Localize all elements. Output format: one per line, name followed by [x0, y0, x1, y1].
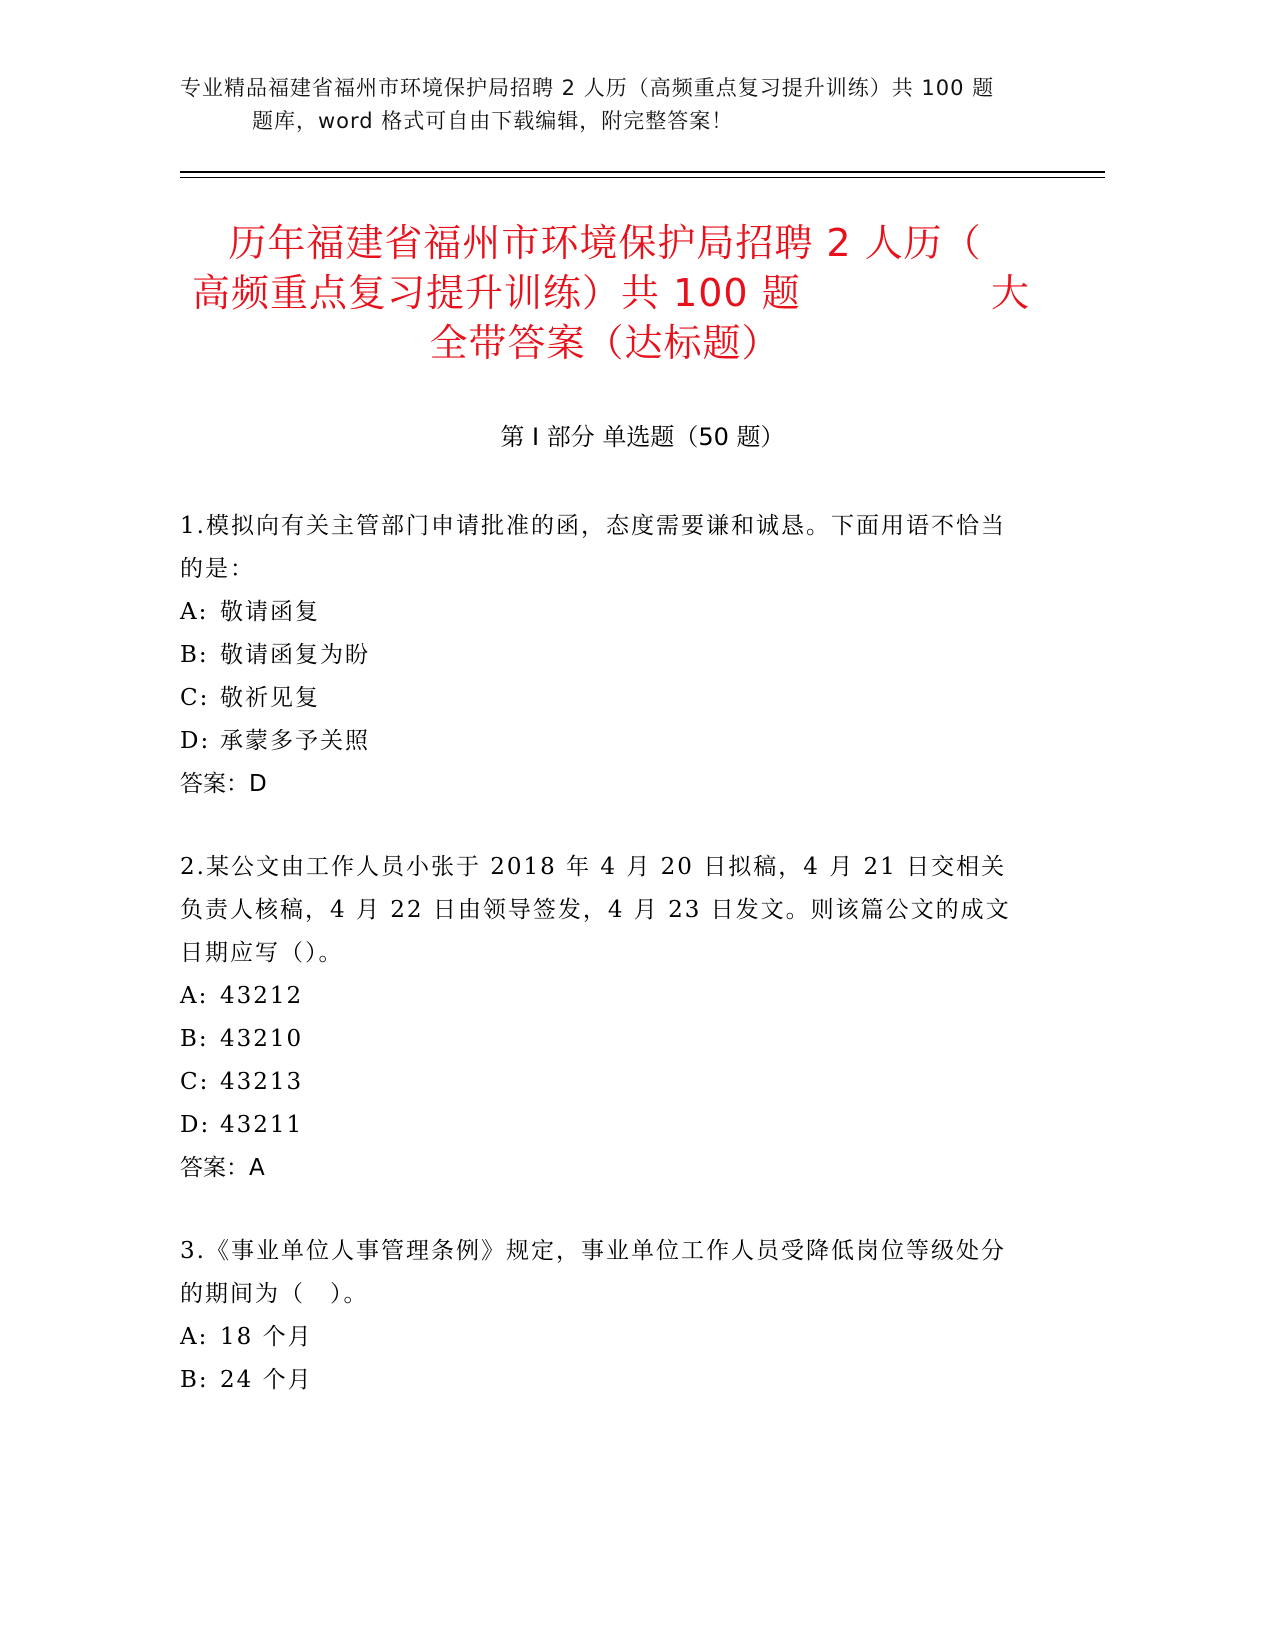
header-note-line2: 题库，word 格式可自由下载编辑，附完整答案！	[252, 109, 734, 133]
answer-line: 答案：A	[180, 1155, 265, 1181]
question-stem: 3.《事业单位人事管理条例》规定，事业单位工作人员受降低岗位等级处分的期间为（ ）。	[180, 1238, 1006, 1307]
option-key: A:	[180, 599, 209, 625]
answer-line: 答案：D	[180, 771, 267, 797]
option-d	[180, 1104, 1030, 1147]
option-key: A:	[180, 1324, 209, 1350]
option-key: B:	[180, 1367, 209, 1393]
title-line1: 历年福建省福州市环境保护局招聘 2 人历（	[228, 221, 982, 265]
option-c	[180, 677, 1030, 720]
option-b	[180, 634, 1030, 677]
question-stem: 1.模拟向有关主管部门申请批准的函，态度需要谦和诚恳。下面用语不恰当的是：	[180, 513, 1006, 582]
option-text: 43210	[220, 1026, 304, 1052]
title-line3: 全带答案（达标题）	[429, 321, 781, 365]
option-key: C:	[180, 1069, 210, 1095]
section-title: 第 I 部分 单选题（50 题）	[500, 423, 785, 451]
option-text: 敬请函复为盼	[220, 642, 370, 668]
header-rule-thick	[180, 171, 1105, 173]
option-key: A:	[180, 983, 209, 1009]
option-text: 43213	[220, 1069, 304, 1095]
title-line2	[180, 268, 1030, 318]
option-text: 18 个月	[220, 1324, 313, 1350]
header-note	[180, 72, 1060, 138]
option-text: 敬祈见复	[220, 685, 320, 711]
question-1	[180, 505, 1030, 806]
option-b	[180, 1018, 1030, 1061]
option-text: 敬请函复	[220, 599, 320, 625]
option-key: B:	[180, 642, 209, 668]
option-a	[180, 591, 1030, 634]
option-key: D:	[180, 728, 211, 754]
option-text: 承蒙多予关照	[220, 728, 370, 754]
option-key: B:	[180, 1026, 209, 1052]
document-title	[180, 218, 1030, 368]
option-text: 43211	[220, 1112, 304, 1138]
title-line2-right: 大	[990, 271, 1030, 315]
option-a	[180, 975, 1030, 1018]
option-a	[180, 1316, 1030, 1359]
title-line2-left: 高频重点复习提升训练）共 100 题	[192, 271, 801, 315]
header-note-line1: 专业精品福建省福州市环境保护局招聘 2 人历（高频重点复习提升训练）共 100 题	[180, 76, 995, 100]
option-b	[180, 1359, 1030, 1402]
question-2	[180, 846, 1030, 1190]
question-list	[180, 505, 1030, 1442]
question-stem: 2.某公文由工作人员小张于 2018 年 4 月 20 日拟稿，4 月 21 日交相关负责人核稿，4 月 22 日由领导签发，4 月 23 日发文。则该篇公文的成文日期应写（）。	[180, 854, 1011, 966]
option-key: C:	[180, 685, 210, 711]
option-c	[180, 1061, 1030, 1104]
option-text: 43212	[220, 983, 304, 1009]
header-rule-thin	[180, 177, 1105, 178]
option-key: D:	[180, 1112, 211, 1138]
option-text: 24 个月	[220, 1367, 313, 1393]
question-3	[180, 1230, 1030, 1402]
option-d	[180, 720, 1030, 763]
